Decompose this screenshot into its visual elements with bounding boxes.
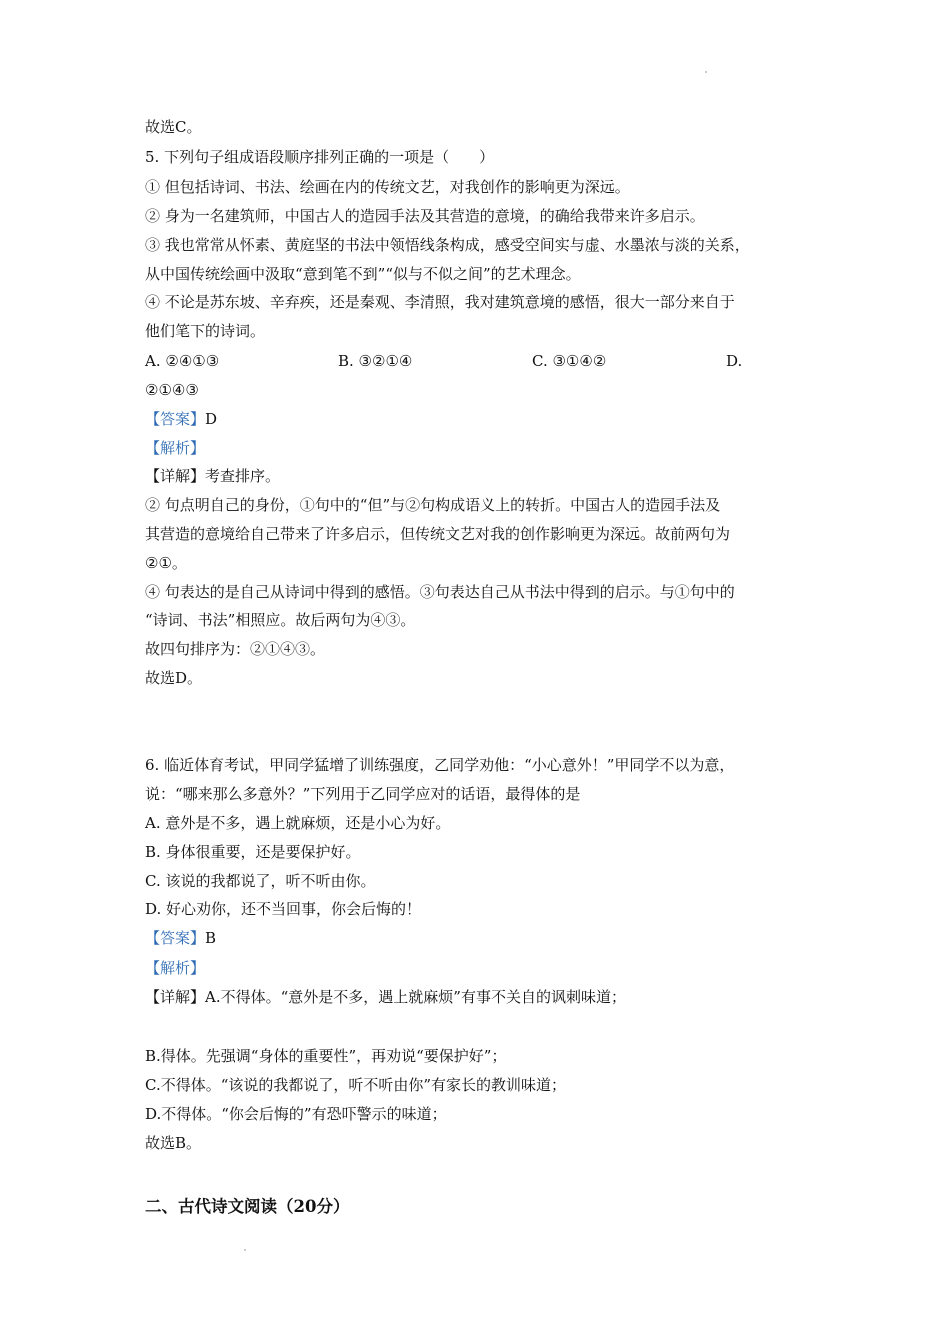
q6-option-b: B. 身体很重要，还是要保护好。 [145,843,361,861]
detail-tag: 【详解】 [145,467,206,485]
q6-answer: B [205,929,217,947]
q6-detail-line-5: 故选B。 [145,1134,202,1152]
q6-option-c: C. 该说的我都说了，听不听由你。 [145,872,376,890]
q5-detail-line-2: ② 句点明自己的身份，①句中的“但”与②句构成语义上的转折。中国古人的造园手法及 [145,496,721,514]
q6-option-a: A. 意外是不多，遇上就麻烦，还是小心为好。 [145,814,451,832]
q5-detail-line-8: 故选D。 [145,669,203,687]
q5-sentence-3-cont: 从中国传统绘画中汲取“意到笔不到”“似与不似之间”的艺术理念。 [145,265,581,283]
scan-dot [705,71,707,73]
answer-tag: 【答案】 [145,410,206,428]
q6-option-d: D. 好心劝你，还不当回事，你会后悔的！ [145,900,422,918]
q6-detail-line-4: D.不得体。“你会后悔的”有恐吓警示的味道； [145,1105,447,1123]
q5-detail-line-5: ④ 句表达的是自己从诗词中得到的感悟。③句表达自己从书法中得到的启示。与①句中的 [145,583,735,601]
q5-sentence-2: ② 身为一名建筑师，中国古人的造园手法及其营造的意境，的确给我带来许多启示。 [145,207,705,225]
detail-tag: 【详解】 [145,988,206,1006]
q5-stem: 5. 下列句子组成语段顺序排列正确的一项是（ ） [145,148,495,166]
q5-option-d-value: ②①④③ [145,381,199,399]
q5-detail-line-4: ②①。 [145,554,187,572]
q5-detail-line-7: 故四句排序为：②①④③。 [145,640,326,658]
q5-option-a: A. ②④①③ [145,352,220,370]
scan-dot [244,1249,246,1251]
q6-detail-line-2: B.得体。先强调“身体的重要性”，再劝说“要保护好”； [145,1047,507,1065]
q5-sentence-1: ① 但包括诗词、书法、绘画在内的传统文艺，对我创作的影响更为深远。 [145,178,630,196]
answer-tag: 【答案】 [145,929,206,947]
q4-conclusion: 故选C。 [145,118,202,136]
q6-stem-line-2: 说：“哪来那么多意外？”下列用于乙同学应对的话语，最得体的是 [145,785,581,803]
q5-option-d: D. [726,352,743,370]
q5-detail-line-6: “诗词、书法”相照应。故后两句为④③。 [145,611,416,629]
q5-sentence-4-cont: 他们笔下的诗词。 [145,322,266,340]
q6-detail-line-3: C.不得体。“该说的我都说了，听不听由你”有家长的教训味道； [145,1076,567,1094]
q6-detail-line-1: 【详解】A.不得体。“意外是不多，遇上就麻烦”有事不关自的讽刺味道； [145,988,626,1006]
q5-sentence-3: ③ 我也常常从怀素、黄庭坚的书法中领悟线条构成，感受空间实与虚、水墨浓与淡的关系， [145,236,750,254]
q5-answer-line [145,409,815,429]
q5-detail-line-1: 【详解】考查排序。 [145,467,281,485]
q5-option-b: B. ③②①④ [338,352,413,370]
q6-stem-line-1: 6. 临近体育考试，甲同学猛增了训练强度，乙同学劝他：“小心意外！”甲同学不以为意， [145,756,735,774]
q5-answer: D [205,410,218,428]
section-heading: 二、古代诗文阅读（20分） [145,1197,350,1216]
q5-sentence-4: ④ 不论是苏东坡、辛弃疾，还是秦观、李清照，我对建筑意境的感悟，很大一部分来自于 [145,293,735,311]
q5-detail-line-3: 其营造的意境给自己带来了许多启示，但传统文艺对我的创作影响更为深远。故前两句为 [145,525,731,543]
q6-answer-line [145,928,815,948]
analysis-tag: 【解析】 [145,439,206,457]
q5-option-c: C. ③①④② [532,352,607,370]
analysis-tag: 【解析】 [145,959,206,977]
